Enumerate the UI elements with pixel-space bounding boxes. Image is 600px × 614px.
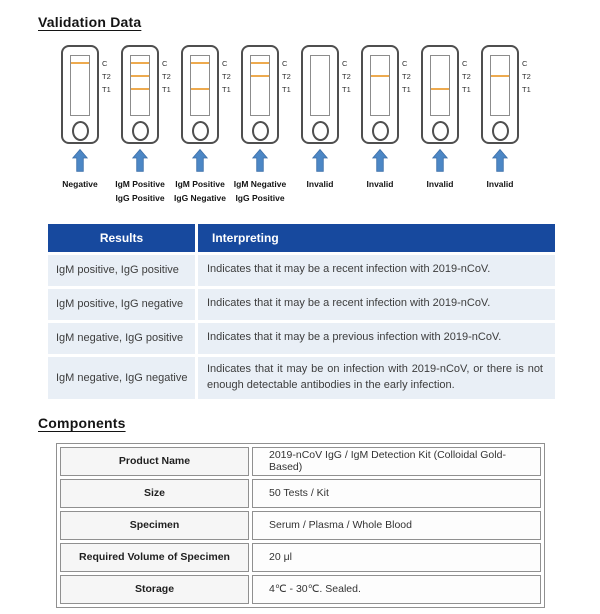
marker-label-t2: T2 [462,72,471,81]
cassette-device [421,45,459,144]
test-cassette-group [470,45,530,206]
test-line-t2 [491,75,509,77]
test-line-c [71,62,89,64]
test-line-c [191,62,209,64]
sample-well-icon [312,121,329,141]
strip-window [250,55,270,116]
component-row [60,511,541,540]
component-value-cell: Serum / Plasma / Whole Blood [252,511,541,540]
component-row [60,575,541,604]
strip-window [190,55,210,116]
up-arrow-icon [432,149,448,172]
marker-label-t2: T2 [342,72,351,81]
components-table [56,443,545,608]
component-row [60,543,541,572]
component-label-cell: Product Name [60,447,249,476]
result-cell: IgM positive, IgG negative [48,289,195,320]
cassette-device [481,45,519,144]
component-label-cell: Specimen [60,511,249,540]
test-line-c [131,62,149,64]
marker-label-t1: T1 [402,85,411,94]
component-label-cell: Storage [60,575,249,604]
marker-labels [222,57,231,96]
cassette-device [301,45,339,144]
cassette-row [50,45,600,206]
marker-label-c: C [462,59,468,68]
marker-label-c: C [522,59,528,68]
up-arrow-icon [72,149,88,172]
strip-window [490,55,510,116]
marker-labels [462,57,471,96]
marker-label-c: C [342,59,348,68]
results-header-cell: Results [48,224,195,252]
test-line-t1 [131,88,149,90]
test-cassette-group [230,45,290,206]
marker-label-t1: T1 [522,85,531,94]
component-row [60,479,541,508]
marker-label-t2: T2 [162,72,171,81]
interpreting-cell: Indicates that it may be a previous infection with 2019-nCoV. [198,323,555,354]
marker-label-c: C [282,59,288,68]
cassette-device [61,45,99,144]
up-arrow-icon [312,149,328,172]
result-label: Invalid [486,179,514,189]
marker-label-c: C [222,59,228,68]
component-label-cell: Size [60,479,249,508]
test-cassette-group [170,45,230,206]
marker-labels [162,57,171,96]
sample-well-icon [372,121,389,141]
interpreting-cell: Indicates that it may be a recent infection with 2019-nCoV. [198,255,555,286]
validation-data-heading: Validation Data [38,14,142,30]
test-cassette-group [110,45,170,206]
test-line-t1 [431,88,449,90]
cassette-device [181,45,219,144]
test-line-t2 [251,75,269,77]
up-arrow-icon [132,149,148,172]
results-table [48,224,555,399]
marker-label-t1: T1 [462,85,471,94]
result-cell: IgM negative, IgG negative [48,357,195,399]
component-value-cell: 2019-nCoV IgG / IgM Detection Kit (Colloidal Gold-Based) [252,447,541,476]
result-cell: IgM negative, IgG positive [48,323,195,354]
marker-label-t1: T1 [342,85,351,94]
marker-label-c: C [402,59,408,68]
component-value-cell: 20 μl [252,543,541,572]
marker-label-t1: T1 [282,85,291,94]
sample-well-icon [132,121,149,141]
marker-label-t2: T2 [222,72,231,81]
strip-window [70,55,90,116]
cassette-device [121,45,159,144]
components-heading: Components [38,414,126,431]
test-cassette-group [350,45,410,206]
component-label-cell: Required Volume of Specimen [60,543,249,572]
result-label: Negative [62,179,98,189]
up-arrow-icon [372,149,388,172]
sample-well-icon [492,121,509,141]
strip-window [130,55,150,116]
up-arrow-icon [492,149,508,172]
up-arrow-icon [192,149,208,172]
sample-well-icon [192,121,209,141]
marker-label-t2: T2 [522,72,531,81]
marker-label-t1: T1 [222,85,231,94]
strip-window [430,55,450,116]
result-label: Invalid [426,179,454,189]
interpreting-header-cell: Interpreting [198,224,555,252]
up-arrow-icon [252,149,268,172]
results-table-row [48,323,555,354]
test-line-c [251,62,269,64]
results-table-row [48,289,555,320]
sample-well-icon [432,121,449,141]
test-line-t1 [191,88,209,90]
result-label: IgM Positive IgG Negative [174,179,226,204]
marker-label-t1: T1 [162,85,171,94]
component-value-cell: 4℃ - 30℃. Sealed. [252,575,541,604]
sample-well-icon [72,121,89,141]
result-cell: IgM positive, IgG positive [48,255,195,286]
marker-label-t2: T2 [282,72,291,81]
cassette-device [361,45,399,144]
strip-window [370,55,390,116]
result-label: IgM Positive IgG Positive [115,179,165,204]
test-cassette-group [50,45,110,206]
interpreting-cell: Indicates that it may be on infection with 2019-nCoV, or there is not enough detectable antibodies in the early infection. [198,357,555,399]
results-table-row [48,357,555,399]
result-label: Invalid [306,179,334,189]
strip-window [310,55,330,116]
test-line-t2 [371,75,389,77]
marker-labels [102,57,111,96]
marker-labels [522,57,531,96]
marker-labels [282,57,291,96]
result-label: Invalid [366,179,394,189]
marker-labels [402,57,411,96]
results-table-row [48,255,555,286]
marker-label-t2: T2 [102,72,111,81]
sample-well-icon [252,121,269,141]
results-table-header [48,224,555,252]
result-label: IgM Negative IgG Positive [233,179,287,204]
component-value-cell: 50 Tests / Kit [252,479,541,508]
marker-label-c: C [102,59,108,68]
cassette-device [241,45,279,144]
interpreting-cell: Indicates that it may be a recent infection with 2019-nCoV. [198,289,555,320]
component-row [60,447,541,476]
test-line-t2 [131,75,149,77]
marker-label-t2: T2 [402,72,411,81]
test-cassette-group [290,45,350,206]
marker-labels [342,57,351,96]
marker-label-c: C [162,59,168,68]
test-cassette-group [410,45,470,206]
marker-label-t1: T1 [102,85,111,94]
